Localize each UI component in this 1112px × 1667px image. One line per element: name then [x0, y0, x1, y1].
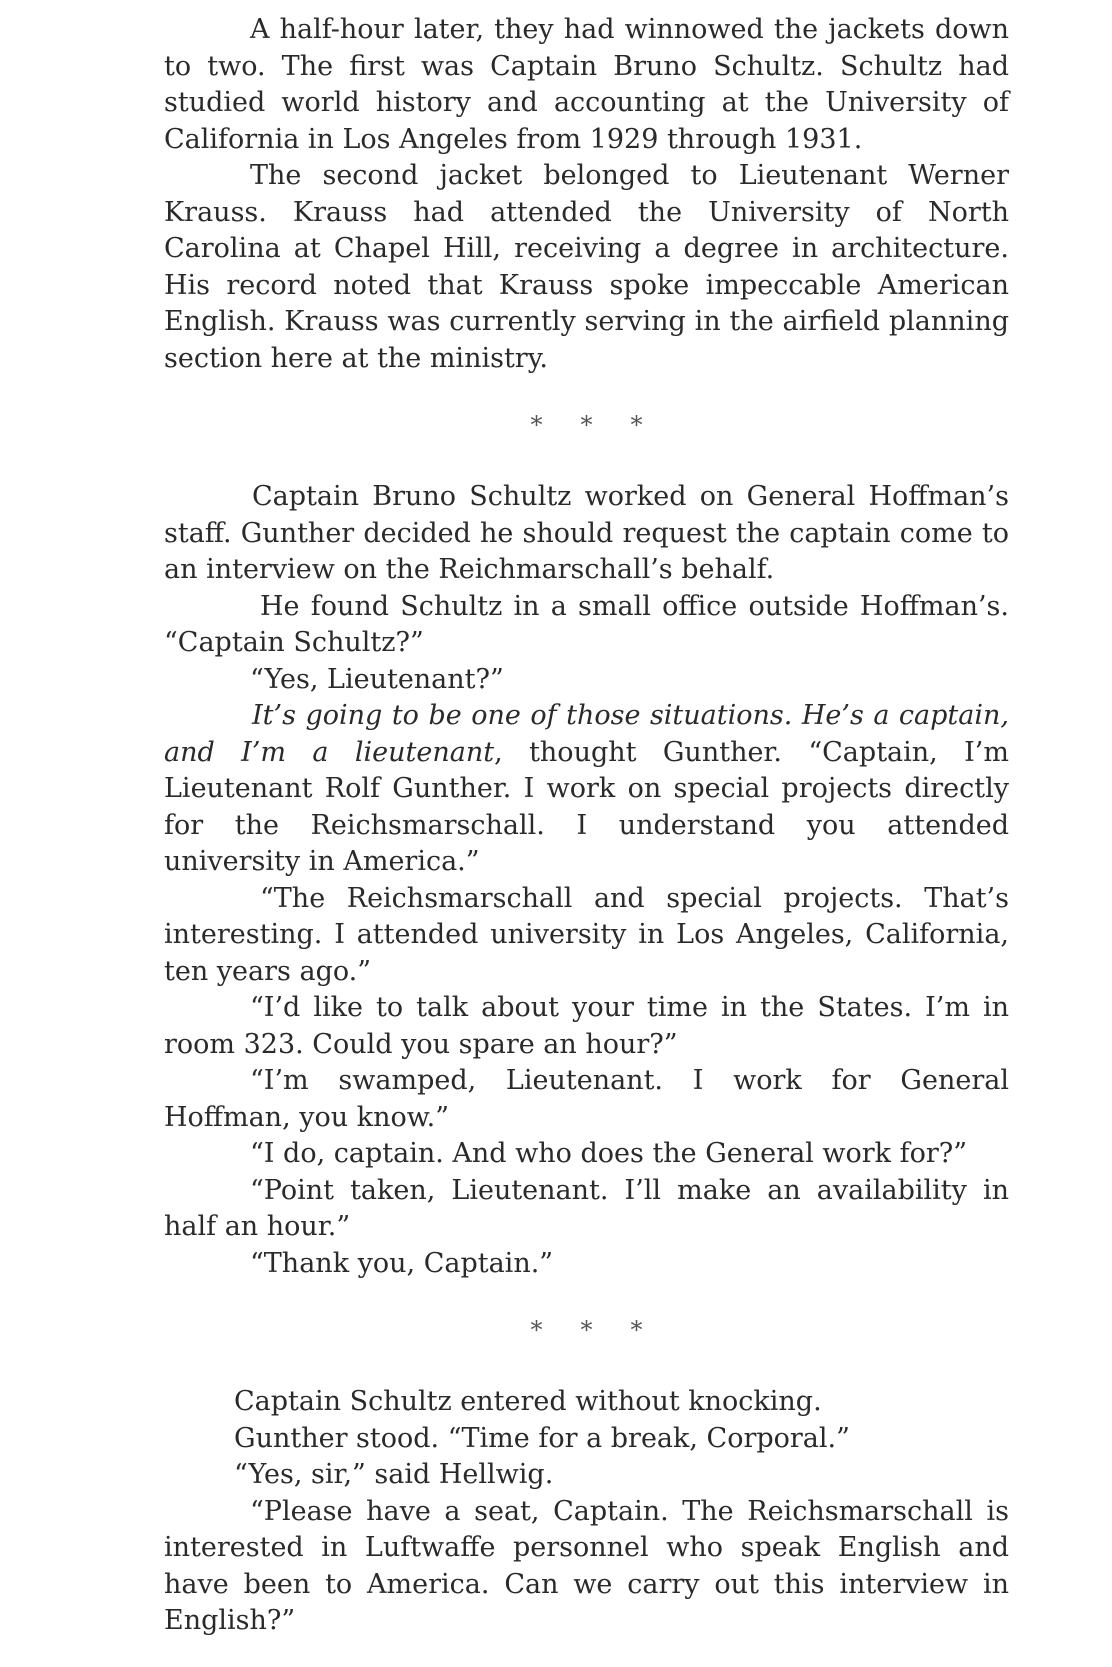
scene-break-star: * — [630, 411, 643, 439]
page-content — [164, 12, 1009, 1640]
paragraph: Captain Schultz entered without knocking. — [234, 1386, 822, 1417]
scene-break-star: * — [530, 1316, 543, 1344]
scene-break-star: * — [580, 1316, 593, 1344]
paragraph: “Thank you, Captain.” — [250, 1247, 554, 1279]
paragraph: “Please have a seat, Captain. The Reichsmarschall is interested in Luftwaffe personnel who speak English and have been to America. Can we carry out this interview in English?” — [164, 1495, 1009, 1636]
scene-break-star: * — [580, 411, 593, 439]
scene-break — [164, 1312, 1009, 1348]
scene-break-star: * — [630, 1316, 643, 1344]
paragraph: Gunther stood. “Time for a break, Corporal.” — [234, 1422, 850, 1454]
paragraph: He found Schultz in a small office outside Hoffman’s. “Captain Schultz?” — [164, 590, 1009, 658]
paragraph: The second jacket belonged to Lieutenant Werner Krauss. Krauss had attended the University of North Carolina at Chapel Hill, receiving a degree in architecture. His record noted that Krauss spoke impeccable American English. Krauss was currently serving in the airfield planning section here at the ministry. — [164, 160, 1009, 374]
paragraph-text: , thought Gunther. “Captain, I’m Lieutenant Rolf Gunther. I work on special projects directly for the Reichsmarschall. I understand you attended university in America.” — [164, 736, 1009, 877]
paragraph: “Yes, Lieutenant?” — [250, 663, 504, 695]
paragraph: “I’m swamped, Lieutenant. I work for General Hoffman, you know.” — [164, 1065, 1009, 1133]
scene-break — [164, 407, 1009, 443]
scene-break-star: * — [530, 411, 543, 439]
paragraph: A half-hour later, they had winnowed the jackets down to two. The first was Captain Bruno Schultz. Schultz had studied world history and accounting at the University of California in Los Angeles from 1929 through 1931. — [164, 14, 1009, 155]
paragraph: Captain Bruno Schultz worked on General Hoffman’s staff. Gunther decided he should request the captain come to an interview on the Reichmarschall’s behalf. — [164, 481, 1009, 585]
paragraph: “Point taken, Lieutenant. I’ll make an availability in half an hour.” — [164, 1174, 1009, 1242]
paragraph — [164, 698, 1009, 881]
italic-thought: It’s going to be one of those situations. He’s a captain, and I’m a lieutenant — [164, 700, 1009, 768]
paragraph: “I’d like to talk about your time in the States. I’m in room 323. Could you spare an hour?” — [164, 992, 1009, 1060]
paragraph: “Yes, sir,” said Hellwig. — [234, 1459, 554, 1490]
paragraph: “I do, captain. And who does the General work for?” — [250, 1138, 968, 1169]
paragraph: “The Reichsmarschall and special projects. That’s interesting. I attended university in Los Angeles, California, ten years ago.” — [164, 882, 1009, 987]
